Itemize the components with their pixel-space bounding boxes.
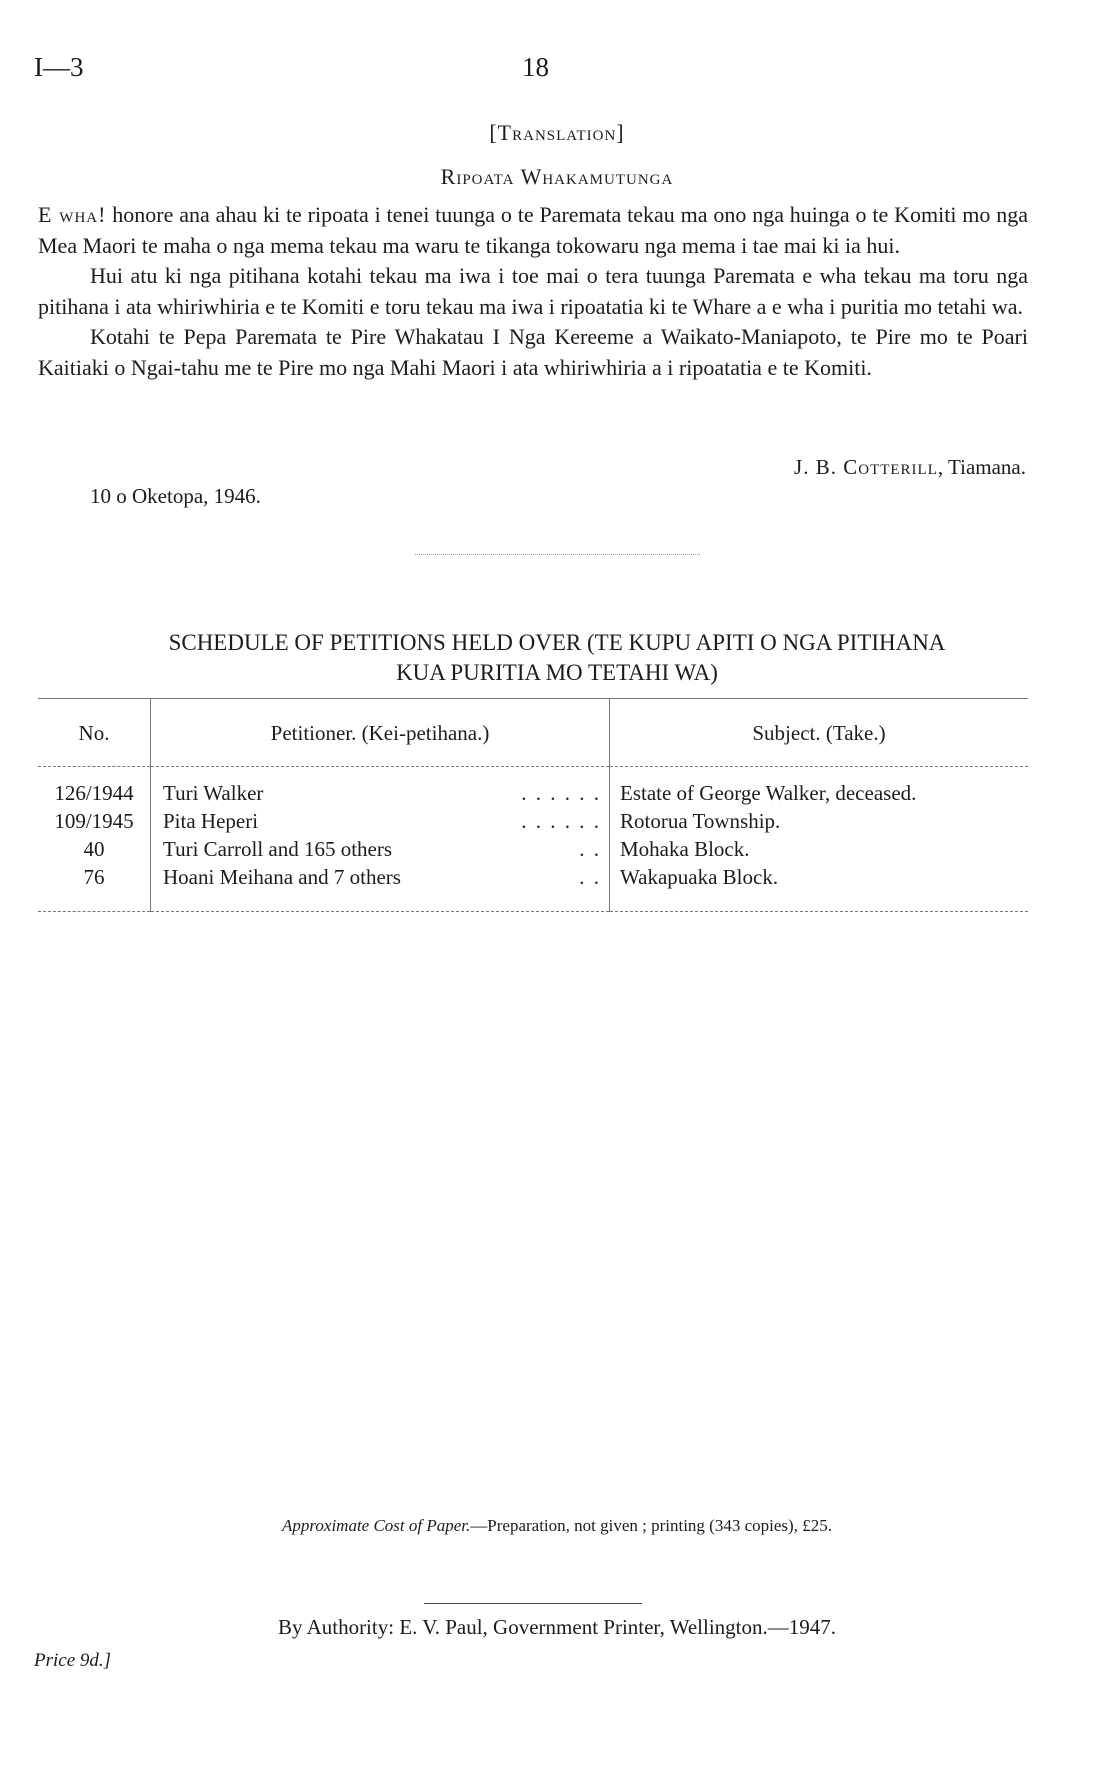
petitions-table [38, 698, 1028, 912]
petitioner-name: Turi Carroll and 165 others [163, 837, 393, 861]
subject-cell: Mohaka Block. [620, 837, 750, 861]
table-row [38, 809, 1028, 837]
leader-dots: . . . . . . [521, 809, 601, 833]
paragraph-3: Kotahi te Pepa Paremata te Pire Whakatau I Nga Kereeme a Waikato-Maniapoto, te Pire mo te Poari Kaitiaki o Ngai-tahu me te Pire mo nga Mahi Maori i ata whiriwhiria a i ripoatatia e te Komiti. [38, 324, 1028, 380]
table-row [38, 837, 1028, 865]
paragraph-1 [38, 200, 1028, 261]
date-line: 10 o Oketopa, 1946. [90, 484, 261, 508]
signer-name: J. B. Cotterill [794, 455, 938, 479]
petition-number: 109/1945 [38, 809, 151, 837]
petitioner-name: Turi Walker [163, 781, 264, 805]
section-divider [415, 554, 700, 555]
signature-line: J. B. Cotterill, Tiamana. [794, 455, 1026, 479]
petitioner-cell [151, 767, 610, 810]
column-header-petitioner: Petitioner. (Kei-petihana.) [151, 699, 610, 767]
leader-dots: . . . . . . [521, 781, 601, 805]
cost-label: Approximate Cost of Paper. [282, 1516, 471, 1535]
schedule-title [0, 628, 1114, 688]
salutation: E wha! [38, 202, 107, 227]
document-reference: I—3 [34, 52, 84, 82]
paragraph-2: Hui atu ki nga pitihana kotahi tekau ma iwa i toe mai o tera tuunga Paremata e wha tekau ma toru nga pitihana i ata whiriwhiria e te Komiti e toru tekau ma iwa i ripoatatia ki te Whare a e wha i puritia mo tetahi wa. [38, 263, 1028, 319]
translation-label: [Translation] [489, 120, 625, 145]
report-body [38, 200, 1028, 383]
table-header-row [38, 699, 1028, 767]
subject-cell: Rotorua Township. [620, 809, 781, 833]
report-title: Ripoata Whakamutunga [440, 164, 674, 189]
petitioner-name: Pita Heperi [163, 809, 259, 833]
petitioner-cell [151, 865, 610, 912]
subject-cell: Estate of George Walker, deceased. [620, 781, 917, 805]
column-header-no: No. [38, 699, 151, 767]
petition-number: 40 [38, 837, 151, 865]
cost-note [0, 1516, 1114, 1536]
paragraph-1-text: honore ana ahau ki te ripoata i tenei tuunga o te Paremata tekau ma ono nga huinga o te Komiti mo nga Mea Maori te maha o nga mema tekau ma waru te tikanga tokowaru nga mema i tae mai ki ia hui. [38, 202, 1029, 258]
petition-number: 76 [38, 865, 151, 912]
petition-number: 126/1944 [38, 767, 151, 810]
table-row [38, 865, 1028, 912]
petitioner-cell [151, 809, 610, 837]
footer-divider [424, 1603, 642, 1604]
price-note: Price 9d.] [34, 1650, 112, 1671]
schedule-title-line-2: KUA PURITIA MO TETAHI WA) [396, 660, 718, 685]
leader-dots: . . [579, 865, 601, 889]
table-row [38, 767, 1028, 810]
schedule-title-line-1: SCHEDULE OF PETITIONS HELD OVER (TE KUPU APITI O NGA PITIHANA [168, 630, 946, 655]
signer-title: Tiamana. [948, 455, 1026, 479]
page-number: 18 [522, 52, 549, 82]
cost-text: —Preparation, not given ; printing (343 copies), £25. [470, 1516, 832, 1535]
leader-dots: . . [579, 837, 601, 861]
petitioner-name: Hoani Meihana and 7 others [163, 865, 401, 889]
column-header-subject: Subject. (Take.) [610, 699, 1029, 767]
printer-authority: By Authority: E. V. Paul, Government Printer, Wellington.—1947. [277, 1615, 837, 1639]
subject-cell: Wakapuaka Block. [610, 865, 1029, 912]
petitioner-cell [151, 837, 610, 865]
